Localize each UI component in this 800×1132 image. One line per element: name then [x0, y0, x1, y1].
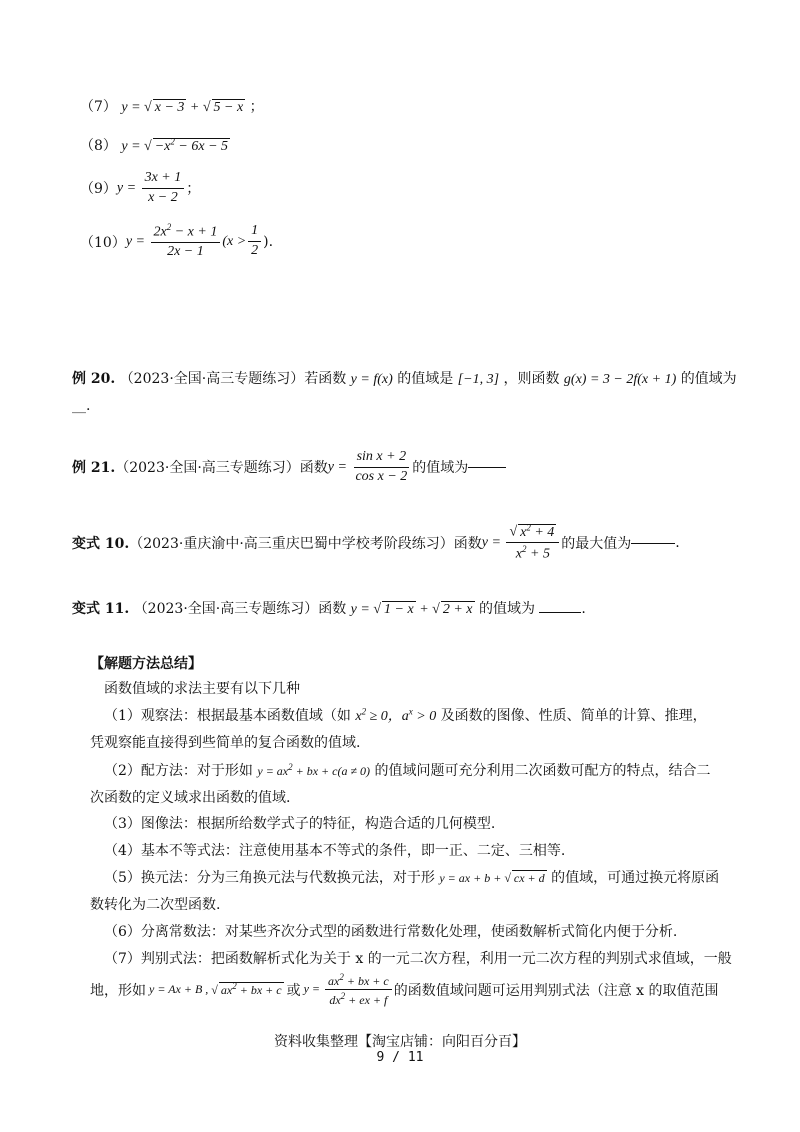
method-5-formula: y = ax + b + √ cx + d — [439, 871, 545, 885]
method-1-text: （1）观察法：根据最基本函数值域（如 — [104, 708, 351, 724]
example-20-range: [−1, 3] — [457, 372, 500, 387]
example-21-formula: y = $\frac{\text{sin x + 2}}{\text{cos x − 2}}$ — [327, 449, 408, 484]
problem-10: （10） y = $\frac{2x^2 - x + 1}{2x - 1}$ (x > $\frac{1}{2}$ ). — [80, 222, 274, 260]
problem-8-formula: y = √ $-x^2 - 6x - 5$ — [121, 136, 229, 154]
problem-7-semicolon: ； — [249, 99, 264, 115]
method-1-text: 及函数的图像、性质、简单的计算、推理， — [440, 708, 707, 724]
example-20-text: 的值域为 — [680, 371, 737, 387]
method-7-formula-1: y = Ax + B , — [146, 982, 212, 997]
variant-11-source: （2023·全国·高三专题练习）函数 — [133, 601, 347, 617]
variant-10-formula: y = $\frac{√ x^2 + 4}{x^2 + 5}$ — [482, 522, 562, 564]
method-7-text: 的函数值域问题可运用判别式法（注意 x 的取值范围 — [393, 982, 719, 999]
variant-11-formula: y = √ 1 − x + √ 2 + x — [350, 602, 473, 617]
variant-10-label: 变式 10. — [72, 535, 130, 552]
problem-10-label: （10） — [80, 234, 126, 251]
summary-heading: 【解题方法总结】 — [90, 656, 202, 672]
problem-7-label: （7） — [80, 99, 117, 115]
method-1-formula: $x^2 \ge 0$，$a^x > 0$ — [355, 706, 437, 724]
method-2-text: 的值域问题可充分利用二次函数可配方的特点，结合二 — [374, 763, 711, 779]
period: . — [675, 534, 680, 551]
example-20-label: 例 20. — [72, 371, 116, 387]
method-5-text: （5）换元法：分为三角换元法与代数换元法，对于形 — [104, 870, 435, 886]
example-21 — [72, 449, 506, 486]
method-6: （6）分离常数法：对某些齐次分式型的函数进行常数化处理，使函数解析式简化内便于分析. — [104, 924, 678, 940]
method-7-or: 或 — [286, 982, 301, 999]
variant-11-text: 的值域为 — [478, 601, 535, 617]
problem-8-label: （8） — [80, 138, 117, 154]
method-2-formula: $y = ax^2$ + bx + c(a ≠ 0) — [257, 762, 371, 778]
problem-10-formula: y = $\frac{2x^2 - x + 1}{2x - 1}$ — [126, 222, 223, 261]
example-20-text: ，则函数 — [503, 371, 560, 387]
method-5 — [104, 867, 719, 887]
page-number: 9 / 11 — [376, 1050, 424, 1065]
variant-10 — [72, 522, 680, 564]
method-7-formula-3: y = $\frac{ax^2 + bx + c}{dx^2 + ex + f}$ — [301, 972, 394, 1008]
footer-source: 资料收集整理【淘宝店铺：向阳百分百】 — [274, 1034, 526, 1050]
method-2 — [104, 760, 711, 780]
method-5-cont: 数转化为二次型函数. — [90, 897, 221, 913]
period: . — [581, 601, 586, 617]
method-1-cont: 凭观察能直接得到些简单的复合函数的值域. — [90, 735, 361, 751]
method-5-text: 的值域，可通过换元将原函 — [551, 870, 720, 886]
method-2-cont: 次函数的定义域求出函数的值域. — [90, 790, 291, 806]
problem-7 — [80, 96, 264, 116]
method-4: （4）基本不等式法：注意使用基本不等式的条件，即一正、二定、三相等. — [104, 843, 566, 859]
problem-8 — [80, 135, 230, 155]
summary-intro: 函数值域的求法主要有以下几种 — [104, 681, 300, 697]
example-21-label: 例 21. — [72, 460, 116, 477]
problem-10-condition: (x > — [222, 233, 247, 249]
problem-9-label: （9） — [80, 181, 117, 198]
method-1 — [104, 705, 707, 725]
method-2-text: （2）配方法：对于形如 — [104, 763, 253, 779]
method-7-formula-2: √ $ax^2$ + bx + c — [211, 981, 282, 998]
variant-10-source: （2023·重庆渝中·高三重庆巴蜀中学校考阶段练习）函数 — [129, 535, 482, 552]
method-7-text: 地，形如 — [90, 982, 146, 999]
problem-9 — [80, 170, 200, 207]
example-21-text: 的值域为 — [412, 460, 469, 477]
example-21-source: （2023·全国·高三专题练习）函数 — [115, 460, 328, 477]
variant-10-text: 的最大值为 — [561, 535, 632, 552]
example-20-source: （2023·全国·高三专题练习）若函数 — [119, 371, 347, 387]
example-20-text: 的值域是 — [397, 371, 454, 387]
answer-blank — [468, 466, 506, 468]
answer-blank — [631, 542, 675, 544]
method-7-cont — [90, 972, 719, 1008]
variant-11-label: 变式 11. — [72, 601, 130, 617]
answer-blank — [539, 611, 581, 613]
problem-9-formula: y = $\frac{3x + 1}{x - 2}$ — [117, 170, 186, 207]
method-7: （7）判别式法：把函数解析式化为关于 x 的一元二次方程，利用一元二次方程的判别式求值域，一般 — [104, 951, 732, 967]
example-20-f: y = f(x) — [350, 372, 393, 387]
problem-7-formula: y = √ x − 3 + √ 5 − x — [121, 100, 244, 115]
example-20 — [72, 368, 737, 388]
example-20-g: g(x) = 3 − 2f(x + 1) — [563, 372, 677, 387]
example-20-answer-blank: __. — [72, 398, 91, 414]
problem-9-semicolon: ； — [186, 181, 201, 198]
method-3: （3）图像法：根据所给数学式子的特征，构造合适的几何模型. — [104, 816, 496, 832]
variant-11 — [72, 598, 586, 618]
